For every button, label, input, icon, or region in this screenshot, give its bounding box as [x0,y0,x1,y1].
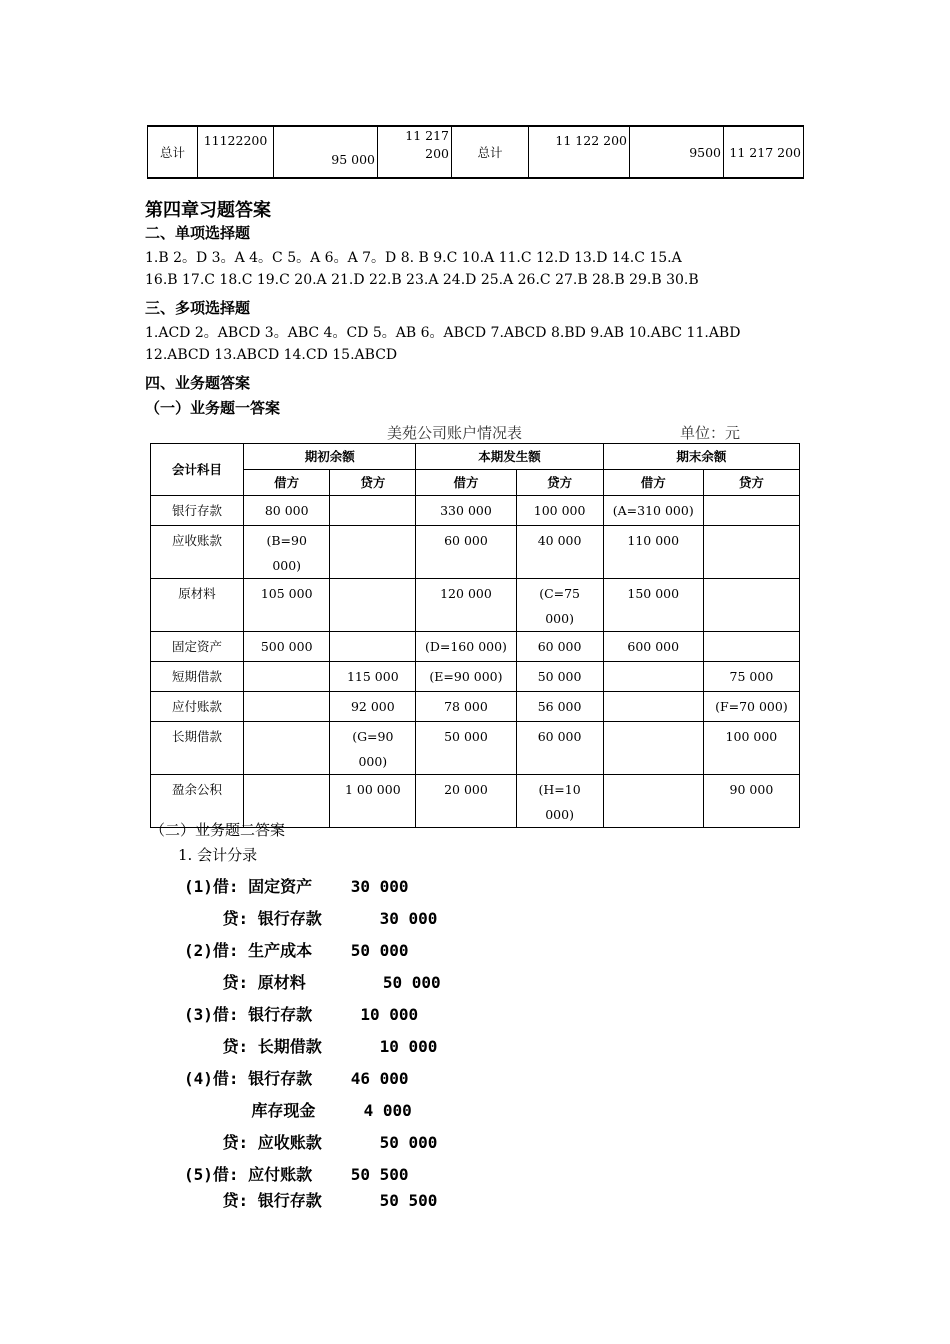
totals-right-v3: 11 217 200 [724,126,804,178]
table-unit: 单位：元 [680,424,741,442]
cell-c2 [330,526,416,579]
row-subject: 长期借款 [151,722,244,775]
cell-c1 [244,722,330,775]
journal-entry-line: (3)借: 银行存款 10 000 [184,1005,419,1024]
business-q1-title: （一）业务题一答案 [145,399,281,417]
journal-entry-line: 贷: 长期借款 10 000 [184,1037,438,1056]
journal-entry-line: (2)借: 生产成本 50 000 [184,941,409,960]
journal-entry-line: 贷: 银行存款 30 000 [184,909,438,928]
cell-line: 50 000 [537,669,582,684]
cell-c5 [603,722,703,775]
cell-c3 [416,662,516,692]
header-opening: 期初余额 [244,444,416,470]
section-multi-choice-title: 三、多项选择题 [145,299,251,317]
cell-c5 [603,692,703,722]
cell-c2 [330,579,416,632]
cell-c3 [416,579,516,632]
cell-line: 75 000 [729,669,774,684]
cell-c1 [244,579,330,632]
cell-line: 000) [545,807,574,822]
cell-line: 105 000 [260,586,313,601]
cell-c5 [603,526,703,579]
header-closing-debit: 借方 [603,470,703,496]
totals-table [147,125,804,179]
cell-line: 330 000 [440,503,492,518]
journal-entry-line: 贷: 原材料 50 000 [184,973,441,992]
cell-c3 [416,632,516,662]
header-closing-credit: 贷方 [703,470,799,496]
cell-c6 [703,632,799,662]
journal-entry-line: (1)借: 固定资产 30 000 [184,877,409,896]
table-row [151,526,800,579]
journal-entries-heading: 1. 会计分录 [178,846,258,864]
single-choice-answers-line2: 16.B 17.C 18.C 19.C 20.A 21.D 22.B 23.A 24.D 25.A 26.C 27.B 28.B 29.B 30.B [145,272,699,288]
cell-c4 [516,632,603,662]
cell-line: (H=10 [538,782,581,797]
table-row [151,662,800,692]
journal-entry-line: 贷: 应收账款 50 000 [184,1133,438,1152]
cell-c6 [703,579,799,632]
totals-left-v3-line1: 11 217 [405,128,449,143]
multi-choice-answers-line2: 12.ABCD 13.ABCD 14.CD 15.ABCD [145,347,398,363]
cell-c3 [416,526,516,579]
cell-c4 [516,496,603,526]
cell-c4 [516,692,603,722]
cell-line: 500 000 [260,639,313,654]
account-table [150,443,800,828]
totals-right-v2: 9500 [630,126,724,178]
cell-c4 [516,722,603,775]
journal-entry-line: 库存现金 4 000 [184,1101,412,1120]
cell-c1 [244,632,330,662]
journal-entry-line: 贷: 银行存款 50 500 [184,1191,438,1210]
cell-line: 40 000 [537,533,582,548]
totals-right-label: 总计 [452,126,529,178]
cell-c2 [330,692,416,722]
table-row [151,692,800,722]
cell-line: 20 000 [444,782,488,797]
cell-c2 [330,662,416,692]
cell-line: (A=310 000) [612,503,694,518]
table-row [151,632,800,662]
chapter-title: 第四章习题答案 [145,200,271,221]
totals-left-v3 [378,126,452,178]
totals-right-v1: 11 122 200 [529,126,630,178]
cell-c3 [416,692,516,722]
cell-line: (E=90 000) [429,669,503,684]
table-row [151,579,800,632]
cell-c3 [416,496,516,526]
row-subject: 银行存款 [151,496,244,526]
cell-line: (D=160 000) [424,639,507,654]
cell-c5 [603,579,703,632]
cell-line: 80 000 [264,503,309,518]
cell-c2 [330,775,416,828]
cell-line: (B=90 [266,533,307,548]
cell-line: (F=70 000) [715,699,788,714]
cell-c2 [330,632,416,662]
cell-c5 [603,496,703,526]
row-subject: 盈余公积 [151,775,244,828]
cell-c6 [703,526,799,579]
cell-line: 600 000 [627,639,680,654]
cell-line: (C=75 [539,586,581,601]
cell-line: 78 000 [444,699,488,714]
single-choice-answers-line1: 1.B 2。D 3。A 4。C 5。A 6。A 7。D 8. B 9.C 10.A 11.C 12.D 13.D 14.C 15.A [145,250,682,266]
cell-line: 000) [545,611,574,626]
cell-line: 110 000 [627,533,680,548]
cell-line: 120 000 [440,586,492,601]
header-subject: 会计科目 [151,444,244,496]
cell-c1 [244,662,330,692]
cell-line: (G=90 [352,729,394,744]
cell-line: 92 000 [350,699,395,714]
cell-line: 56 000 [537,699,582,714]
header-closing: 期末余额 [603,444,799,470]
cell-c1 [244,526,330,579]
cell-c4 [516,526,603,579]
cell-c2 [330,722,416,775]
cell-line: 100 000 [725,729,778,744]
journal-entry-line: (4)借: 银行存款 46 000 [184,1069,409,1088]
cell-line: 60 000 [444,533,488,548]
cell-line: 1 00 000 [344,782,401,797]
section-business-title: 四、业务题答案 [145,374,251,392]
totals-left-label: 总计 [148,126,198,178]
cell-c6 [703,775,799,828]
cell-line: 50 000 [444,729,488,744]
cell-line: 60 000 [537,639,582,654]
table-row [151,496,800,526]
cell-line: 000) [358,754,388,769]
cell-c6 [703,662,799,692]
cell-c4 [516,775,603,828]
cell-line: 000) [272,558,302,573]
account-table-body [151,496,800,828]
cell-c6 [703,722,799,775]
totals-left-v2: 95 000 [274,126,378,178]
row-subject: 原材料 [151,579,244,632]
multi-choice-answers-line1: 1.ACD 2。ABCD 3。ABC 4。CD 5。AB 6。ABCD 7.ABCD 8.BD 9.AB 10.ABC 11.ABD [145,325,741,341]
row-subject: 短期借款 [151,662,244,692]
cell-line: 115 000 [346,669,399,684]
cell-c6 [703,496,799,526]
section-single-choice-title: 二、单项选择题 [145,224,251,242]
header-opening-debit: 借方 [244,470,330,496]
header-current: 本期发生额 [416,444,603,470]
cell-line: 100 000 [533,503,586,518]
business-q2-title: （二）业务题二答案 [150,821,286,839]
totals-left-v3-line2: 200 [425,146,449,161]
cell-c3 [416,722,516,775]
cell-c5 [603,775,703,828]
row-subject: 固定资产 [151,632,244,662]
table-row [151,722,800,775]
header-current-debit: 借方 [416,470,516,496]
cell-c6 [703,692,799,722]
header-opening-credit: 贷方 [330,470,416,496]
cell-c3 [416,775,516,828]
row-subject: 应收账款 [151,526,244,579]
cell-c4 [516,579,603,632]
cell-line: 60 000 [537,729,582,744]
cell-c5 [603,662,703,692]
row-subject: 应付账款 [151,692,244,722]
cell-line: 90 000 [729,782,774,797]
cell-c4 [516,662,603,692]
journal-entry-line: (5)借: 应付账款 50 500 [184,1165,409,1184]
cell-c1 [244,692,330,722]
cell-c2 [330,496,416,526]
table-caption: 美苑公司账户情况表 [387,424,523,442]
totals-left-v1: 11122200 [198,126,274,178]
cell-c1 [244,496,330,526]
cell-line: 150 000 [627,586,680,601]
header-current-credit: 贷方 [516,470,603,496]
cell-c5 [603,632,703,662]
